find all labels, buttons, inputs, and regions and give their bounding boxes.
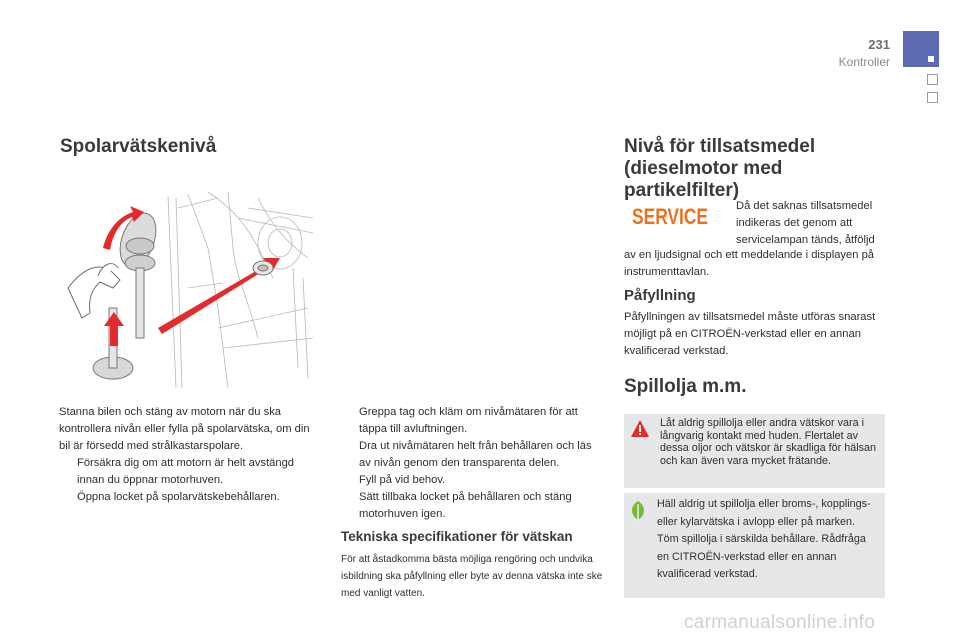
list-item: Försäkra dig om att motorn är helt avstängd innan du öppnar motorhuven.	[59, 455, 319, 489]
right-title: Nivå för tillsatsmedel (dieselmotor med partikelfilter)	[624, 136, 816, 201]
reservoir-illustration	[58, 188, 320, 396]
bullet-icon	[341, 404, 359, 438]
page-number: 231	[868, 37, 890, 52]
oil-title: Spillolja m.m.	[624, 376, 747, 397]
list-item: Sätt tillbaka locket på behållaren och stäng motorhuven igen.	[341, 489, 603, 523]
tab-marker-icon	[928, 56, 934, 62]
spec-title: Tekniska specifikationer för vätskan	[341, 529, 573, 544]
list-item: Öppna locket på spolarvätskebehållaren.	[59, 489, 319, 506]
warning-text-environment: Häll aldrig ut spillolja eller broms-, kopplings- eller kylarvätska i avlopp eller på marken. Töm spillolja i särskilda behållare. Rådfråga en CITROËN-verkstad eller en annan kvalificerad verkstad.	[657, 498, 871, 580]
left-intro: Stanna bilen och stäng av motorn när du ska kontrollera nivån eller fylla på spolarvätska, om din bil är försedd med strålkastarspolare.	[59, 406, 310, 452]
service-text: Då det saknas tillsatsmedel indikeras det genom att servicelampan tänds, åtföljd	[736, 200, 875, 246]
tab-box-2[interactable]	[927, 92, 938, 103]
bullet-icon	[341, 489, 359, 523]
chapter-tab[interactable]	[903, 31, 939, 67]
spec-text: För att åstadkomma bästa möjliga rengöring och undvika isbildning ska påfyllning eller byte av denna vätska inte ske med vanligt vatten.	[341, 554, 603, 599]
section-label: Kontroller	[838, 55, 890, 69]
exclamation-icon	[630, 418, 650, 440]
bullet-icon	[59, 455, 77, 489]
service-text-cont: av en ljudsignal och ett meddelande i displayen på instrumenttavlan.	[624, 249, 875, 278]
bullet-icon	[341, 438, 359, 472]
bullet-icon	[341, 472, 359, 489]
refill-title: Påfyllning	[624, 287, 696, 304]
leaf-icon	[630, 500, 646, 522]
list-item: Dra ut nivåmätaren helt från behållaren och läs av nivån genom den transparenta delen.	[341, 438, 603, 472]
bullet-icon	[59, 489, 77, 506]
list-item: Greppa tag och kläm om nivåmätaren för att täppa till avluftningen.	[341, 404, 603, 438]
middle-body	[341, 404, 603, 523]
tab-box-1[interactable]	[927, 74, 938, 85]
warning-text-health: Låt aldrig spillolja eller andra vätskor vara i långvarig kontakt med huden. Flertalet av dessa oljor och vätskor är skadliga för hälsan och kan även vara mycket frätande.	[660, 417, 877, 467]
refill-text: Påfyllningen av tillsatsmedel måste utföras snarast möjligt på en CITROËN-verkstad eller en annan kvalificerad verkstad.	[624, 311, 876, 357]
service-icon	[630, 201, 710, 231]
service-label: SERVICE	[632, 204, 708, 229]
left-body	[59, 404, 319, 506]
watermark: carmanualsonline.info	[684, 612, 876, 633]
list-item: Fyll på vid behov.	[341, 472, 603, 489]
left-title: Spolarvätskenivå	[60, 136, 217, 157]
